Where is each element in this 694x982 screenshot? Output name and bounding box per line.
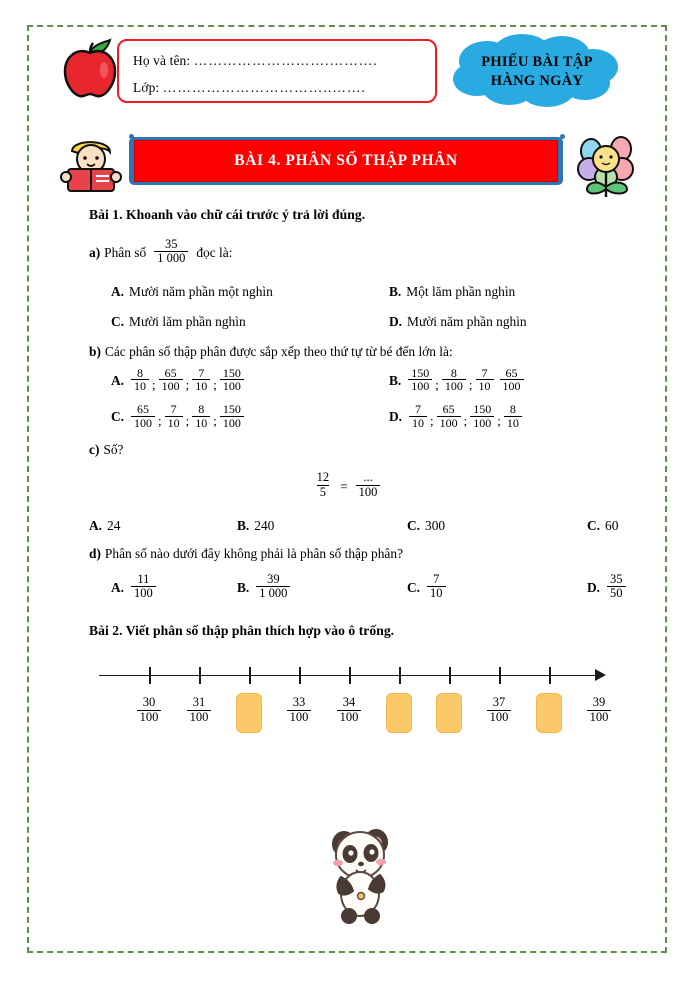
flower-icon — [575, 129, 639, 199]
option-1a-D[interactable] — [389, 314, 689, 330]
option-fraction — [220, 367, 244, 393]
answer-box[interactable] — [536, 693, 562, 733]
fraction-numerator: 150 — [222, 401, 241, 416]
question-1c-equation — [27, 472, 667, 500]
number-line-item-7 — [476, 693, 522, 725]
question-1c-options — [89, 518, 667, 534]
fraction-numerator: 7 — [170, 401, 177, 416]
fraction-denominator: 10 — [504, 416, 522, 430]
fraction-denominator: 100 — [408, 379, 432, 393]
option-1a-C[interactable] — [89, 314, 389, 330]
number-line-fraction — [137, 696, 162, 725]
number-line-item-8[interactable] — [526, 693, 572, 733]
fraction-separator: ; — [185, 413, 190, 429]
option-fraction — [437, 403, 461, 429]
option-text: Mười lăm phần nghìn — [129, 313, 246, 329]
option-text: Một lăm phần nghìn — [406, 283, 516, 299]
option-tag: C. — [407, 517, 421, 533]
fraction-denominator: 100 — [159, 379, 183, 393]
daily-worksheet-badge — [447, 33, 627, 111]
question-1a-options — [89, 284, 667, 330]
exercise1-heading: Bài 1. Khoanh vào chữ cái trước ý trả lời đúng. — [89, 207, 366, 222]
boy-reading-icon — [60, 133, 122, 195]
fraction-numerator: 150 — [411, 365, 430, 380]
option-text: 24 — [107, 517, 121, 533]
fraction-numerator: 35 — [165, 237, 178, 251]
fraction-numerator: 7 — [433, 571, 440, 586]
number-line-item-6[interactable] — [426, 693, 472, 733]
fraction-denominator: 1 000 — [154, 251, 188, 265]
number-line-tick — [549, 667, 551, 684]
student-name-label: Họ và tên: — [133, 53, 191, 68]
option-text: Mười năm phần một nghìn — [129, 283, 273, 299]
question-1b-prompt — [89, 344, 667, 360]
fraction-numerator: 31 — [192, 695, 206, 710]
question-1a-tag: a) — [89, 244, 101, 260]
option-fraction — [131, 573, 156, 601]
answer-box[interactable] — [386, 693, 412, 733]
badge-line-1: PHIẾU BÀI TẬP — [481, 54, 593, 70]
option-fraction — [256, 573, 290, 601]
fraction-numerator: 7 — [481, 365, 488, 380]
number-line-tick — [499, 667, 501, 684]
option-1b-C[interactable] — [89, 401, 389, 430]
student-name-dots: ……………………….………. — [193, 53, 378, 68]
fraction-denominator: 50 — [607, 586, 626, 600]
number-line-item-9 — [576, 693, 622, 725]
fraction-denominator: 100 — [470, 416, 494, 430]
number-line-tick — [349, 667, 351, 684]
fraction-separator: ; — [213, 376, 217, 392]
question-1d-tag: d) — [89, 545, 101, 561]
number-line-item-5[interactable] — [376, 693, 422, 733]
option-1b-D[interactable] — [389, 401, 689, 430]
fraction-numerator: 11 — [137, 571, 150, 586]
student-name-line[interactable] — [133, 47, 425, 74]
worksheet-content — [27, 201, 667, 783]
fraction-numerator: 39 — [592, 695, 606, 710]
option-1b-B[interactable] — [389, 365, 689, 394]
answer-box[interactable] — [236, 693, 262, 733]
option-tag: C. — [407, 579, 421, 595]
fraction-denominator: 10 — [192, 379, 210, 393]
option-1c-2[interactable] — [237, 518, 407, 534]
question-1d-prompt — [89, 546, 667, 562]
number-line-fraction — [287, 696, 312, 725]
fraction-separator: ; — [468, 376, 473, 392]
worksheet-header — [27, 25, 667, 135]
fraction-numerator: 8 — [137, 365, 144, 380]
fraction-separator: ; — [213, 413, 217, 429]
fraction-denominator: 100 — [131, 416, 155, 430]
option-tag: D. — [587, 579, 601, 595]
option-tag: A. — [89, 517, 103, 533]
question-1c-text: Số? — [103, 442, 124, 458]
fraction-numerator: 39 — [267, 571, 280, 586]
option-fraction — [476, 367, 494, 393]
fraction-numerator: 35 — [610, 571, 623, 586]
fraction-denominator: 10 — [192, 416, 210, 430]
question-1c-tag: c) — [89, 442, 100, 458]
fraction-denominator: 10 — [476, 379, 494, 393]
fraction-numerator: 8 — [509, 401, 516, 416]
fraction-numerator: 150 — [222, 365, 241, 380]
fraction-denominator: 100 — [487, 710, 512, 725]
option-tag: A. — [111, 579, 125, 595]
number-line-exercise — [27, 653, 667, 783]
option-1d-C[interactable] — [407, 571, 587, 602]
option-fraction — [192, 367, 210, 393]
fraction-numerator: 34 — [342, 695, 356, 710]
fraction-denominator: 100 — [220, 416, 244, 430]
question-1d-options — [89, 571, 667, 602]
fraction-numerator: 65 — [505, 365, 518, 380]
number-line-tick — [299, 667, 301, 684]
option-tag: C. — [111, 313, 125, 329]
panda-icon — [323, 820, 397, 924]
option-fraction — [159, 367, 183, 393]
banner-dot-right — [560, 134, 565, 139]
number-line-arrow-icon — [595, 669, 606, 681]
option-tag: B. — [389, 372, 402, 388]
option-tag: A. — [111, 372, 125, 388]
fraction-denominator: 10 — [427, 586, 446, 600]
equation-left-fraction — [314, 471, 333, 499]
option-text: 60 — [605, 517, 619, 533]
fraction-separator: ; — [497, 413, 501, 429]
fraction-numerator: 65 — [164, 365, 177, 380]
fraction-denominator: 10 — [165, 416, 183, 430]
lesson-banner — [134, 140, 558, 182]
option-tag: D. — [389, 313, 403, 329]
fraction-denominator: 100 — [437, 416, 461, 430]
option-1d-A[interactable] — [89, 571, 237, 602]
fraction-numerator: 8 — [198, 401, 205, 416]
fraction-denominator: 100 — [337, 710, 362, 725]
question-1a-prompt-after: đọc là: — [196, 244, 233, 260]
option-fraction — [409, 403, 427, 429]
option-1a-A[interactable] — [89, 284, 389, 300]
option-1a-B[interactable] — [389, 284, 689, 300]
equation-right-fraction[interactable] — [356, 471, 381, 499]
number-line-tick — [199, 667, 201, 684]
option-tag: B. — [389, 283, 402, 299]
option-1c-1[interactable] — [89, 518, 237, 534]
fraction-denominator: 100 — [220, 379, 244, 393]
option-fraction — [427, 573, 446, 601]
question-1c-prompt — [89, 442, 667, 458]
fraction-separator: ; — [463, 413, 468, 429]
fraction-separator: ; — [185, 376, 190, 392]
number-line-tick — [449, 667, 451, 684]
student-class-line[interactable] — [133, 74, 425, 101]
banner-dot-left — [129, 134, 134, 139]
number-line-item-2[interactable] — [226, 693, 272, 733]
fraction-numerator: 30 — [142, 695, 156, 710]
option-fraction — [192, 403, 210, 429]
option-1d-B[interactable] — [237, 571, 407, 602]
fraction-separator: ; — [430, 413, 434, 429]
badge-text — [447, 53, 627, 91]
fraction-denominator: 10 — [409, 416, 427, 430]
fraction-denominator: 10 — [131, 379, 149, 393]
lesson-title: BÀI 4. PHÂN SỐ THẬP PHÂN — [234, 152, 458, 169]
fraction-denominator: 100 — [442, 379, 466, 393]
number-line-tick — [249, 667, 251, 684]
option-fraction — [131, 367, 149, 393]
option-tag: C. — [587, 517, 601, 533]
option-tag: D. — [389, 409, 403, 425]
apple-icon — [60, 38, 120, 100]
fraction-denominator: 100 — [356, 485, 381, 499]
fraction-denominator: 100 — [500, 379, 524, 393]
fraction-numerator: 12 — [316, 470, 330, 485]
fraction-denominator: 100 — [137, 710, 162, 725]
question-1b-tag: b) — [89, 343, 101, 359]
option-fraction — [165, 403, 183, 429]
fraction-numerator: 65 — [137, 401, 150, 416]
fraction-separator: ; — [158, 413, 162, 429]
fraction-denominator: 100 — [587, 710, 612, 725]
fraction-separator: ; — [435, 376, 439, 392]
fraction-denominator: 100 — [287, 710, 312, 725]
option-text: 240 — [254, 517, 275, 533]
fraction-numerator: 150 — [473, 401, 492, 416]
number-line-item-4 — [326, 693, 372, 725]
number-line-item-3 — [276, 693, 322, 725]
number-line-fraction — [187, 696, 212, 725]
option-fraction — [470, 403, 494, 429]
option-fraction — [220, 403, 244, 429]
worksheet-sheet — [27, 25, 667, 953]
number-line-item-0 — [126, 693, 172, 725]
number-line-tick — [149, 667, 151, 684]
option-1c-3[interactable] — [407, 518, 587, 534]
option-fraction — [607, 573, 626, 601]
fraction-numerator-blank[interactable]: ... — [363, 470, 373, 485]
option-text: 300 — [425, 517, 446, 533]
badge-line-2: HÀNG NGÀY — [490, 73, 584, 89]
number-line-item-1 — [176, 693, 222, 725]
option-fraction — [500, 367, 524, 393]
fraction-denominator: 1 000 — [256, 586, 290, 600]
fraction-numerator: 7 — [198, 365, 205, 380]
option-tag: A. — [111, 283, 125, 299]
question-1a-prompt — [89, 239, 667, 267]
fraction-numerator: 65 — [442, 401, 455, 416]
fraction-numerator: 37 — [492, 695, 506, 710]
number-line-fraction — [337, 696, 362, 725]
question-1a-fraction — [154, 238, 188, 266]
fraction-separator: ; — [152, 376, 156, 392]
fraction-numerator: 33 — [292, 695, 306, 710]
option-fraction — [442, 367, 466, 393]
question-1d-text: Phân số nào dưới đây không phải là phân số thập phân? — [104, 545, 404, 561]
option-tag: B. — [237, 579, 250, 595]
question-1b-options — [89, 365, 667, 431]
number-line-axis — [99, 675, 597, 676]
student-class-dots: ……………………………..……. — [162, 80, 367, 95]
number-line-tick — [399, 667, 401, 684]
fraction-numerator: 8 — [450, 365, 457, 380]
option-tag: B. — [237, 517, 250, 533]
lesson-title-row — [27, 129, 667, 201]
option-text: Mười năm phần nghìn — [407, 313, 527, 329]
fraction-denominator: 5 — [317, 485, 329, 499]
fraction-numerator: 7 — [415, 401, 422, 416]
student-info-box[interactable] — [117, 39, 437, 103]
option-fraction — [408, 367, 432, 393]
option-1c-4[interactable] — [587, 518, 694, 534]
option-1d-D[interactable] — [587, 571, 694, 602]
equals-sign: = — [340, 479, 348, 495]
number-line-fraction — [487, 696, 512, 725]
option-fraction — [504, 403, 522, 429]
student-class-label: Lớp: — [133, 80, 160, 95]
question-1b-text: Các phân số thập phân được sắp xếp theo thứ tự từ bé đến lớn là: — [104, 343, 453, 359]
fraction-denominator: 100 — [131, 586, 156, 600]
option-fraction — [131, 403, 155, 429]
question-1a-prompt-before: Phân số — [104, 244, 147, 260]
fraction-denominator: 100 — [187, 710, 212, 725]
option-1b-A[interactable] — [89, 365, 389, 394]
option-tag: C. — [111, 409, 125, 425]
answer-box[interactable] — [436, 693, 462, 733]
number-line-fraction — [587, 696, 612, 725]
exercise2-heading: Bài 2. Viết phân số thập phân thích hợp vào ô trống. — [89, 623, 395, 639]
